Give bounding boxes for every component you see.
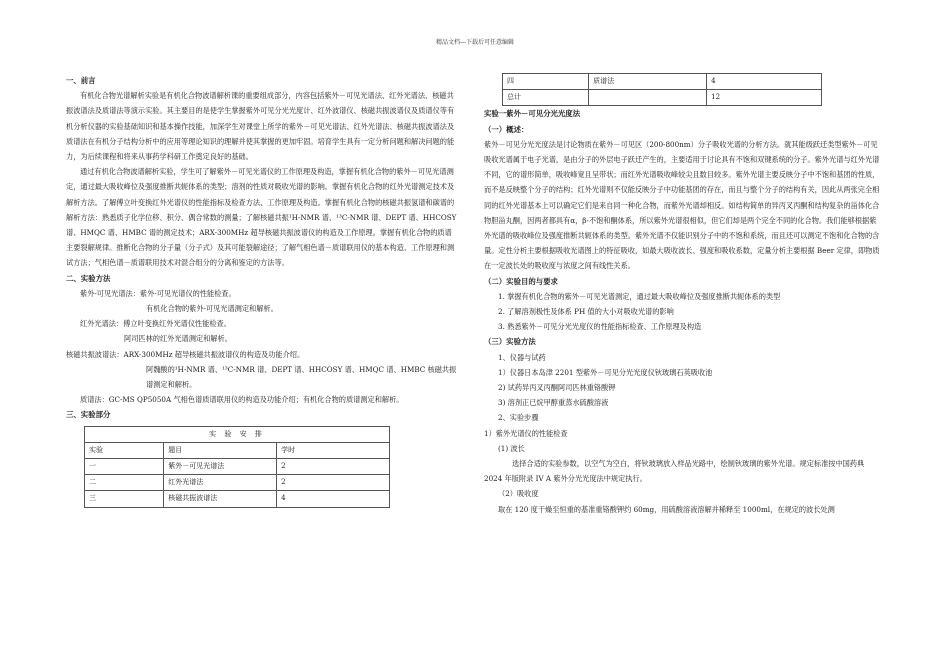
table-cell: 总计 bbox=[503, 90, 589, 106]
subsection-overview: （一）概述： bbox=[484, 124, 529, 134]
table-cell: 一 bbox=[85, 459, 164, 475]
table-cell: 红外光谱法 bbox=[164, 475, 277, 491]
method-uv-detail: 有机化合物的紫外-可见光谱测定和解析。 bbox=[146, 304, 278, 314]
schedule-table-continued bbox=[502, 73, 822, 106]
table-cell: 4 bbox=[707, 74, 822, 90]
method-step: 3) 溶剂正已烷甲醇重蒸水硫酸溶液 bbox=[498, 398, 609, 408]
section-title-experiments: 三、实验部分 bbox=[66, 410, 111, 420]
method-step: 2) 试药异丙叉丙酮阿司匹林重铬酸钾 bbox=[498, 383, 616, 393]
overview-paragraph: 紫外－可见分光光度法是讨论物质在紫外－可见区（200-800nm）分子吸收光谱的分析方法。就其能级跃迁类型紫外－可见吸收光谱属于电子光谱，是由分子的外层电子跃迁产生的，主要适用于讨论具有不饱和双键系统的分子。紫外光谱与红外光谱不同，它的谱形简单，吸收峰宽且呈带状；而红外光谱吸收峰较尖且数目较多。紫外光谱主要反映分子中不饱和基团的性质，而不是反映整个分子的结构；红外光谱则不仅能反映分子中功能基团的存在，而且与整个分子的结构有关，因此从两张完全相同的红外光谱基本上可以确定它们是来自同一种化合物，而紫外光谱却相反。如结构简单的异丙叉丙酮和结构复杂的甾体化合物胆甾丸酮，因两者都具有α，β-不饱和酮体系，所以紫外光谱很相似，但它们却是两个完全不同的化合物。我们能够根据紫外光谱的吸收峰位及强度推断共轭体系的类型。紫外光谱不仅能识别分子中的不饱和系统，而且还可以测定不饱和化合物的含量。定性分析主要根据吸收光谱图上的特征吸收，如最大吸收波长、强度和吸收系数，定量分析主要根据 Beer 定律，即物质在一定波长处的吸收度与浓度之间有线性关系。 bbox=[484, 139, 880, 271]
section-title-intro: 一、前言 bbox=[66, 76, 96, 85]
method-step: 1、仪器与试药 bbox=[498, 352, 546, 362]
table-header-row bbox=[85, 442, 390, 458]
method-text: 选择合适的实验参数，以空气为空白，将钬玻璃放入样品光路中，绘制钬玻璃的紫外光谱。规定标准按中国药典 2024 年版附录 IV A 紫外分光光度法中规定执行。 bbox=[484, 459, 865, 484]
method-uv: 紫外-可见光谱法：紫外-可见光谱仪的性能检查。 bbox=[80, 288, 236, 298]
subsection-methods: （三）实验方法 bbox=[484, 337, 536, 347]
method-step: （2）吸收度 bbox=[498, 489, 539, 499]
method-text: 取在 120 度干燥至恒重的基准重铬酸钾约 60mg，用硫酸溶液溶解并稀释至 1000ml，在规定的波长处测 bbox=[498, 504, 835, 514]
table-row bbox=[85, 459, 390, 475]
page-header: 精品文档---下载后可任意编辑 bbox=[435, 39, 515, 46]
table-cell: 核磁共振波谱法 bbox=[164, 491, 277, 507]
table-cell: 12 bbox=[707, 90, 822, 106]
intro-paragraph-2: 通过有机化合物波谱解析实验，学生可了解紫外－可见光谱仪的工作原理及构造，掌握有机化合物的紫外－可见光谱测定，通过最大吸收峰位及强度推断共轭体系的类型；溶剂的性质对吸收光谱的影响。掌握有机化合物的红外光谱测定技术及解析方法。了解傅立叶变换红外光谱仪的性能指标及检查方法、工作原理及构造。掌握有机化合物的核磁共振氢谱和碳谱的解析方法：熟悉质子化学位移、积分、偶合常数的测量；了解核磁共振¹H-NMR 谱、¹³C-NMR 谱、DEPT 谱、HHCOSY 谱、HMQC 谱、HMBC 谱的测定技术；ARX-300MHz 超导核磁共振波谱仪的构造及工作原理。掌握有机化合物的质谱主要裂解规律。推断化合物的分子量（分子式）及其可能裂解途径；了解气相色谱－质谱联用仪的基本构造、工作原理和测试方法；气相色谱－质谱联用技术对混合组分的分离和鉴定的方法等。 bbox=[66, 167, 457, 268]
method-step: 1）紫外光谱仪的性能检查 bbox=[484, 428, 568, 438]
intro-paragraph-1: 有机化合物光谱解析实验是有机化合物波谱解析课的重要组成部分，内容包括紫外－可见光谱法、红外光谱法、核磁共振波谱法及质谱法等演示实验。其主要目的是使学生掌握紫外可见分光光度计、红外波谱仪、核磁共振波谱仪及质谱仪等有机分析仪器的实验基础知识和基本操作技能，加深学生对课堂上所学的紫外－可见光谱法、红外光谱法、核磁共振波谱法及质谱法在有机分子结构分析中的应用等理论知识的理解并使其掌握的更加牢固。培育学生具有一定分析问题和解决问题的能力，为后续课程和将来从事药学科研工作奠定良好的基础。 bbox=[66, 91, 455, 162]
method-ir: 红外光谱法：傅立叶变换红外光谱仪性能检查。 bbox=[80, 319, 231, 329]
table-row bbox=[85, 475, 390, 491]
table-cell: 紫外－可见光谱法 bbox=[164, 459, 277, 475]
aim-item: 3. 熟悉紫外－可见分光光度仪的性能指标检查、工作原理及构造 bbox=[498, 322, 702, 332]
table-cell: 四 bbox=[503, 74, 589, 90]
table-cell: 三 bbox=[85, 491, 164, 507]
subsection-aims: （二）实验目的与要求 bbox=[484, 276, 558, 286]
table-cell: 2 bbox=[277, 459, 390, 475]
method-ir-detail: 阿司匹林的红外光谱测定和解析。 bbox=[124, 334, 232, 344]
left-column bbox=[66, 73, 458, 508]
table-caption: 实 验 安 排 bbox=[85, 426, 390, 442]
method-ms: 质谱法：GC-MS QP5050A 气相色谱质谱联用仪的构造及功能介绍；有机化合物的质谱测定和解析。 bbox=[80, 395, 404, 405]
schedule-table bbox=[84, 426, 390, 508]
aim-item: 1. 掌握有机化合物的紫外－可见光谱测定，通过最大吸收峰位及强度推断共轭体系的类型 bbox=[498, 291, 781, 301]
method-step: (1) 波长 bbox=[498, 443, 525, 453]
table-row bbox=[503, 74, 822, 90]
aim-item: 2. 了解溶剂极性及体系 PH 值的大小对吸收光谱的影响 bbox=[498, 307, 674, 317]
table-cell: 4 bbox=[277, 491, 390, 507]
right-column bbox=[484, 73, 880, 517]
table-header: 学时 bbox=[277, 442, 390, 458]
method-nmr-detail: 阿魏酸的¹H-NMR 谱、¹³C-NMR 谱、DEPT 谱、HHCOSY 谱、HMQC 谱、HMBC 核磁共振谱测定和解析。 bbox=[146, 364, 457, 390]
table-cell bbox=[589, 90, 707, 106]
method-nmr: 核磁共振波谱法：ARX-300MHz 超导核磁共振波谱仪的构造及功能介绍。 bbox=[66, 349, 305, 359]
table-row bbox=[503, 90, 822, 106]
table-row bbox=[85, 491, 390, 507]
table-header: 题目 bbox=[164, 442, 277, 458]
method-step: 2、实验步骤 bbox=[498, 413, 539, 423]
table-cell: 二 bbox=[85, 475, 164, 491]
table-cell: 2 bbox=[277, 475, 390, 491]
experiment-title: 实验一紫外－可见分光光度法 bbox=[484, 109, 581, 119]
table-cell: 质谱法 bbox=[589, 74, 707, 90]
method-step: 1）仪器日本岛津 2201 型紫外－可见分光光度仪钬玻璃石英吸收池 bbox=[498, 367, 713, 377]
table-header: 实验 bbox=[85, 442, 164, 458]
section-title-methods: 二、实验方法 bbox=[66, 273, 111, 283]
